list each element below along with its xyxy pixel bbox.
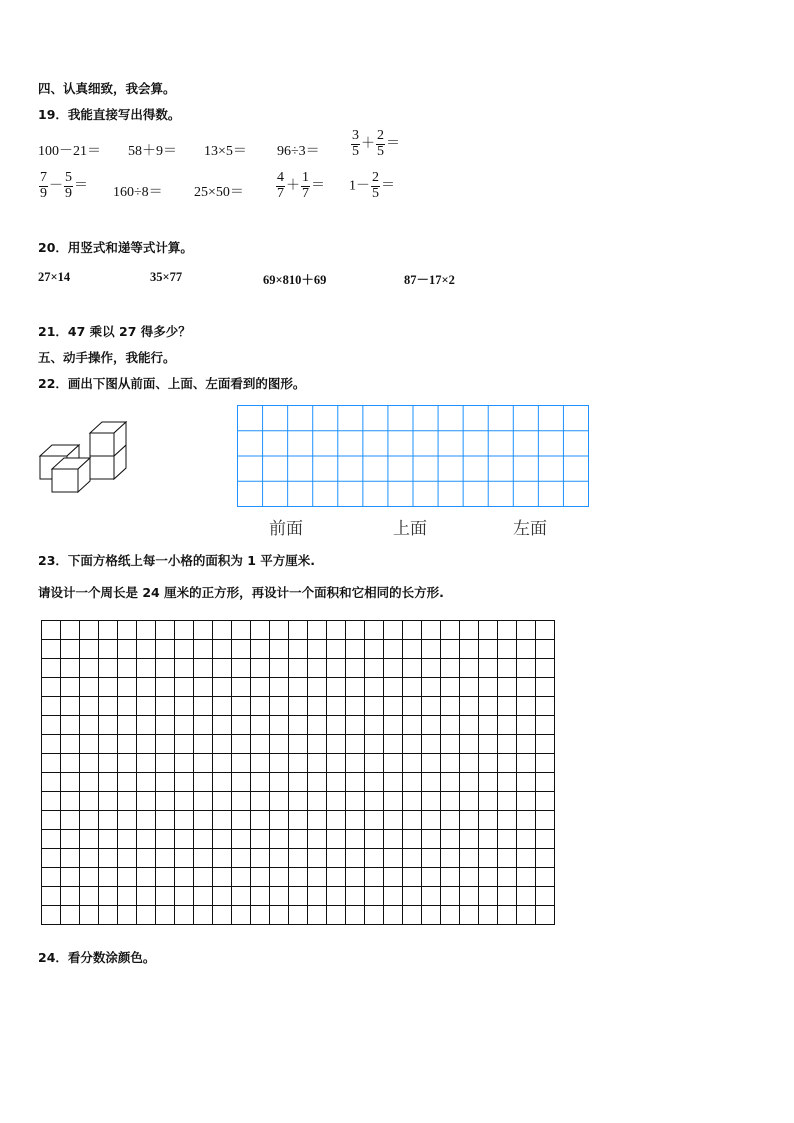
question-23-instruction: 请设计一个周长是 24 厘米的正方形，再设计一个面积和它相同的长方形. — [38, 585, 444, 600]
fraction-2-5: $\frac{2}{5}$ — [377, 128, 384, 159]
expr-160-div-8: 160÷8＝ — [113, 185, 163, 200]
fraction-1-7: $\frac{1}{7}$ — [302, 170, 309, 201]
fraction-4-7: $\frac{4}{7}$ — [277, 170, 284, 201]
expr-1-minus-2-5: 1－ $\frac{2}{5}$ ＝ — [349, 170, 395, 201]
fraction-3-5: $\frac{3}{5}$ — [352, 128, 359, 159]
left-view-label: 左面 — [513, 519, 547, 539]
expr-96-div-3: 96÷3＝ — [277, 144, 320, 159]
question-20-title: 20．用竖式和递等式计算。 — [38, 240, 193, 255]
question-21-title: 21．47 乘以 27 得多少？ — [38, 324, 191, 339]
cube-stack-figure — [36, 418, 136, 498]
front-view-label: 前面 — [269, 519, 303, 539]
question-24-title: 24．看分数涂颜色。 — [38, 950, 156, 965]
question-23-title: 23．下面方格纸上每一小格的面积为 1 平方厘米. — [38, 553, 316, 568]
expr-fraction-3-5-plus-2-5: $\frac{3}{5}$ ＋ $\frac{2}{5}$ ＝ — [352, 128, 400, 159]
fraction-7-9: $\frac{7}{9}$ — [40, 170, 47, 201]
view-drawing-grid[interactable] — [237, 405, 589, 507]
expr-100-minus-21: 100－21＝ — [38, 144, 101, 159]
expr-58-plus-9: 58＋9＝ — [128, 144, 177, 159]
expr-13-times-5: 13×5＝ — [204, 144, 247, 159]
expr-fraction-7-9-minus-5-9: $\frac{7}{9}$ － $\frac{5}{9}$ ＝ — [40, 170, 88, 201]
fraction-2-5: $\frac{2}{5}$ — [372, 170, 379, 201]
expr-fraction-4-7-plus-1-7: $\frac{4}{7}$ ＋ $\frac{1}{7}$ ＝ — [277, 170, 325, 201]
question-19-title: 19．我能直接写出得数。 — [38, 107, 181, 122]
section-5-heading: 五、动手操作，我能行。 — [38, 350, 176, 365]
q20-item-4: 87－17×2 — [404, 273, 455, 287]
question-22-title: 22．画出下图从前面、上面、左面看到的图形。 — [38, 376, 306, 391]
square-paper-grid[interactable] — [41, 620, 555, 925]
expr-25-times-50: 25×50＝ — [194, 185, 244, 200]
q20-item-1: 27×14 — [38, 270, 71, 284]
q20-item-2: 35×77 — [150, 270, 183, 284]
fraction-5-9: $\frac{5}{9}$ — [65, 170, 72, 201]
top-view-label: 上面 — [393, 519, 427, 539]
q20-item-3: 69×810＋69 — [263, 273, 327, 287]
section-4-heading: 四、认真细致，我会算。 — [38, 81, 176, 96]
